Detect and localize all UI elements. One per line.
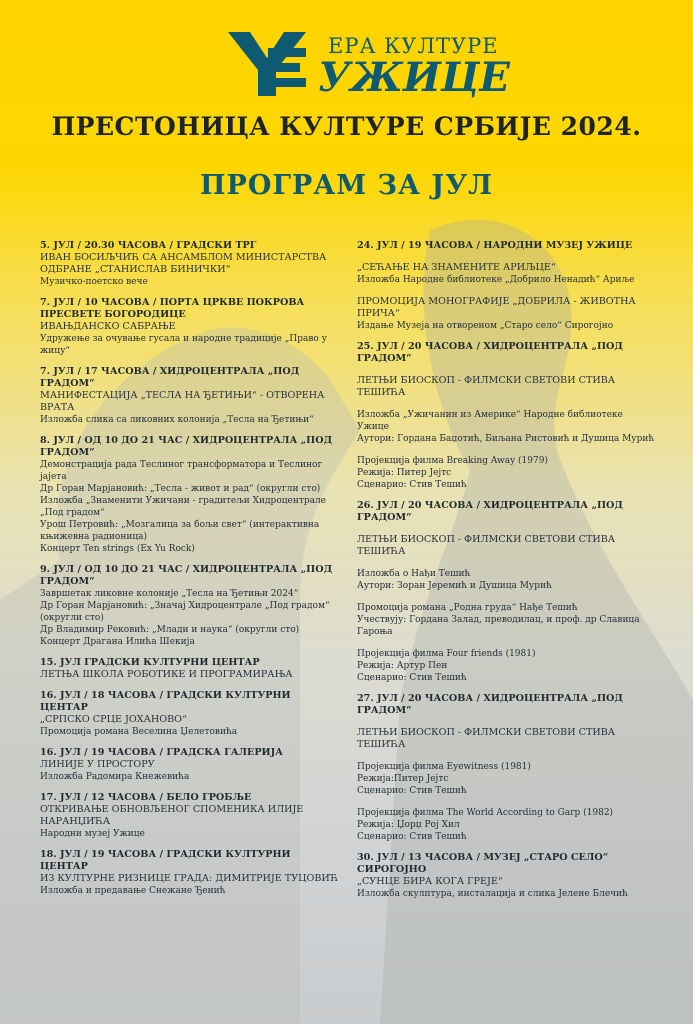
event-heading: 24. ЈУЛ / 19 ЧАСОВА / НАРОДНИ МУЗЕЈ УЖИЦЕ [357,240,633,251]
event-item [40,747,340,783]
event-heading: 18. ЈУЛ / 19 ЧАСОВА / ГРАДСКИ КУЛТУРНИ ЦЕНТАР [40,849,291,872]
event-line: ИВАЊДАНСКО САБРАЊЕ [40,321,176,332]
event-heading: 16. ЈУЛ / 19 ЧАСОВА / ГРАДСКА ГАЛЕРИЈА [40,747,283,758]
event-item [40,366,340,426]
event-heading: 30. ЈУЛ / 13 ЧАСОВА / МУЗЕЈ „СТАРО СЕЛО“ СИРОГОЈНО [357,852,609,875]
event-line: Изложба Радомира Кнежевића [40,772,190,782]
event-line: Пројекција филма Eyewitness (1981) [357,762,531,772]
event-heading: 5. ЈУЛ / 20.30 ЧАСОВА / ГРАДСКИ ТРГ [40,240,257,251]
event-line: ПРИЧА“ [357,308,400,319]
event-line: Пројекција филма Breaking Away (1979) [357,456,548,466]
event-line: „СЕЋАЊЕ НА ЗНАМЕНИТЕ АРИЉЦЕ“ [357,262,556,273]
event-heading: 15. ЈУЛ ГРАДСКИ КУЛТУРНИ ЦЕНТАР [40,657,260,668]
spacer [357,252,657,262]
event-line: ЛЕТЊИ БИОСКОП - ФИЛМСКИ СВЕТОВИ СТИВА ТЕШИЋА [357,375,616,398]
spacer [357,592,657,602]
event-item [357,341,657,491]
event-line: књижевна радионица) [40,532,148,542]
event-item [357,693,657,843]
spacer [357,399,657,409]
event-line: „Под градом“ [40,508,105,518]
event-line: Др Горан Марјановић: „Значај Хидроцентрале „Под градом“ [40,601,330,611]
event-line: „СУНЦЕ БИРА КОГА ГРЕЈЕ“ [357,876,503,887]
event-line: Аутори: Гордана Баџотић, Биљана Ристовић и Душица Мурић [357,434,655,444]
event-item [40,792,340,840]
event-line: Сценарио: Стив Тешић [357,832,467,842]
event-line: ВРАТА [40,402,75,413]
event-line: Аутори: Зоран Јеремић и Душица Мурић [357,581,552,591]
event-item [40,690,340,738]
event-line: МАНИФЕСТАЦИЈА „ТЕСЛА НА ЂЕТИЊИ“ - ОТВОРЕНА [40,390,325,401]
event-item [357,240,657,332]
event-item [40,657,340,681]
event-line: НАРАНЏИЋА [40,816,111,827]
event-line: Концерт Ten strings (Ex Yu Rock) [40,544,195,554]
event-line: Режија: Питер Јејтс [357,468,452,478]
event-line: Издање Музеја на отвореном „Старо село“ Сирогојно [357,321,614,331]
event-line: Режија:Питер Јејтс [357,774,449,784]
spacer [357,717,657,727]
event-line: (округли сто) [40,613,104,623]
sub-title: ПРОГРАМ ЗА ЈУЛ [200,170,493,201]
event-line: Промоција романа Веселина Џелетовића [40,727,238,737]
event-line: Демонстрација рада Теслиног трансформатора и Теслиног [40,460,323,470]
event-heading: 26. ЈУЛ / 20 ЧАСОВА / ХИДРОЦЕНТРАЛА „ПОД ГРАДОМ“ [357,500,623,523]
event-line: ПРОМОЦИЈА МОНОГРАФИЈЕ „ДОБРИЛА - ЖИВОТНА [357,296,636,307]
event-line: ОДБРАНЕ „СТАНИСЛАВ БИНИЧКИ“ [40,264,231,275]
event-line: Сценарио: Стив Тешић [357,673,467,683]
spacer [357,558,657,568]
event-line: Изложба „Знаменити Ужичани - градитељи Хидроцентрале [40,496,326,506]
event-heading: 7. ЈУЛ / 10 ЧАСОВА / ПОРТА ЦРКВЕ ПОКРОВА ПРЕСВЕТЕ БОГОРОДИЦЕ [40,297,305,320]
event-line: Музичко-поетско вече [40,277,148,287]
event-line: Пројекција филма Four friends (1981) [357,649,536,659]
event-line: Народни музеј Ужице [40,829,145,839]
event-line: жицу“ [40,346,70,356]
event-heading: 16. ЈУЛ / 18 ЧАСОВА / ГРАДСКИ КУЛТУРНИ ЦЕНТАР [40,690,291,713]
event-line: Промоција романа „Родна груда“ Нађе Тешић [357,603,578,613]
event-line: Режија: Џорџ Рој Хил [357,820,460,830]
event-line: Др Горан Марјановић: „Тесла - живот и рад“ (округли сто) [40,484,321,494]
spacer [357,445,657,455]
logo-line2: УЖИЦЕ [318,54,510,101]
spacer [357,286,657,296]
event-line: Завршетак ликовне колоније „Тесла на Ђетињи 2024“ [40,589,299,599]
spacer [357,751,657,761]
event-line: Изложба слика са ликовних колонија „Тесла на Ђетињи“ [40,415,314,425]
event-heading: 27. ЈУЛ / 20 ЧАСОВА / ХИДРОЦЕНТРАЛА „ПОД ГРАДОМ“ [357,693,623,716]
event-heading: 7. ЈУЛ / 17 ЧАСОВА / ХИДРОЦЕНТРАЛА „ПОД ГРАДОМ“ [40,366,300,389]
spacer [357,524,657,534]
left-column [40,240,340,906]
event-line: ЛЕТЊА ШКОЛА РОБОТИКЕ И ПРОГРАМИРАЊА [40,669,293,680]
logo [228,30,510,101]
right-column [357,240,657,909]
event-item [357,852,657,900]
event-line: Изложба и предавање Снежане Ђенић [40,886,226,896]
event-item [40,564,340,648]
main-title: ПРЕСТОНИЦА КУЛТУРЕ СРБИЈЕ 2024. [51,112,642,141]
event-line: ЛЕТЊИ БИОСКОП - ФИЛМСКИ СВЕТОВИ СТИВА ТЕШИЋА [357,727,616,750]
event-line: Изложба Народне библиотеке „Добрило Ненадић“ Ариље [357,275,635,285]
event-item [40,435,340,555]
event-line: јајета [40,472,67,482]
spacer [357,365,657,375]
spacer [357,638,657,648]
event-line: Гароња [357,627,393,637]
event-heading: 9. ЈУЛ / ОД 10 ДО 21 ЧАС / ХИДРОЦЕНТРАЛА „ПОД ГРАДОМ“ [40,564,333,587]
event-item [40,240,340,288]
event-line: Урош Петровић: „Мозгалица за бољи свет“ (интерактивна [40,520,320,530]
event-line: „СРПСКО СРЦЕ ЈОХАНОВО“ [40,714,187,725]
event-line: Изложба скулптура, инсталација и слика Јелене Блечић [357,889,628,899]
event-item [357,500,657,684]
logo-line1: ЕРА КУЛТУРЕ [328,34,499,58]
event-line: Др Владимир Рековић: „Млади и наука“ (округли сто) [40,625,300,635]
event-line: ЛИНИЈЕ У ПРОСТОРУ [40,759,155,770]
event-item [40,297,340,357]
logo-mark-icon [228,32,306,96]
event-line: ОТКРИВАЊЕ ОБНОВЉЕНОГ СПОМЕНИКА ИЛИЈЕ [40,804,304,815]
event-line: Изложба о Нађи Тешић [357,569,471,579]
event-heading: 17. ЈУЛ / 12 ЧАСОВА / БЕЛО ГРОБЉЕ [40,792,252,803]
event-line: ЛЕТЊИ БИОСКОП - ФИЛМСКИ СВЕТОВИ СТИВА ТЕШИЋА [357,534,616,557]
event-line: Пројекција филма The World According to Garp (1982) [357,808,614,818]
event-line: Концерт Драгана Илића Шекија [40,637,195,647]
event-line: Сценарио: Стив Тешић [357,480,467,490]
spacer [357,797,657,807]
event-line: Учествују: Гордана Залад, преводилац, и проф. др Славица [357,615,640,625]
event-line: ИЗ КУЛТУРНЕ РИЗНИЦЕ ГРАДА: ДИМИТРИЈЕ ТУЦОВИЋ [40,873,339,884]
event-line: Удружење за очување гусала и народне традиције „Право у [40,334,327,344]
event-line: Изложба „Ужичанин из Америке“ Народне библиотеке Ужице [357,410,623,432]
event-line: ИВАН БОСИЉЧИЋ СА АНСАМБЛОМ МИНИСТАРСТВА [40,252,327,263]
event-heading: 8. ЈУЛ / ОД 10 ДО 21 ЧАС / ХИДРОЦЕНТРАЛА „ПОД ГРАДОМ“ [40,435,333,458]
event-item [40,849,340,897]
event-line: Режија: Артур Пен [357,661,448,671]
event-heading: 25. ЈУЛ / 20 ЧАСОВА / ХИДРОЦЕНТРАЛА „ПОД ГРАДОМ“ [357,341,623,364]
event-line: Сценарио: Стив Тешић [357,786,467,796]
